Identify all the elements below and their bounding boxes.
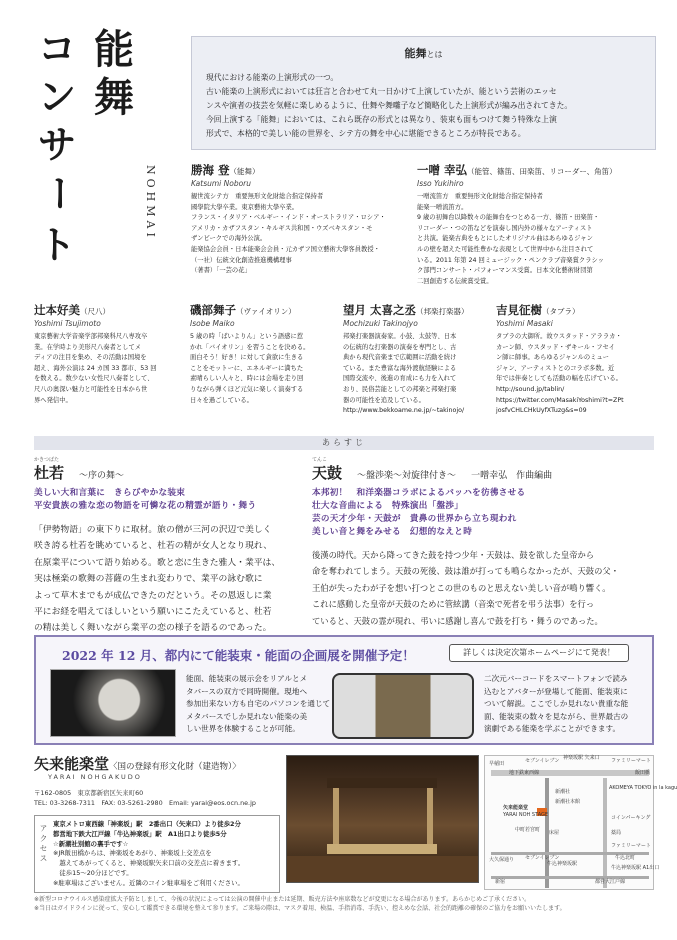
performer-romaji: Yoshimi Masaki — [496, 319, 553, 328]
performer-isobe — [190, 302, 338, 406]
performer-bio: 東京藝術大学音楽学部邦楽科尺八専攻卒 業。在学時より美形尺八奏者としてメ ディアの注目を集め、その活動は国境を 超え、海外公演は 24 カ国 33 都市、53 回 を数える。数少ない女性尺八奏者として、 尺八の奥深い魅力と可能性を日本から世 界へ発信中。 — [34, 333, 157, 404]
about-line: 形式で、本格的で美しい能の世界を、シテ方の舞を中心に堪能できるところが特長である。 — [206, 129, 526, 138]
story-title: 杜若 〜序の舞〜 — [34, 464, 125, 482]
title-en: NOHMAI — [144, 165, 157, 241]
performer-tsujimoto — [34, 302, 184, 406]
smartphone-ar-image — [332, 673, 474, 739]
story-ruby: てんこ — [312, 457, 328, 463]
performer-romaji: Isobe Maiko — [190, 319, 235, 328]
about-box — [191, 36, 656, 150]
title-char: ン — [38, 74, 77, 119]
performer-mochizuki — [343, 302, 491, 417]
performer-romaji: Katsumi Noboru — [191, 179, 252, 188]
title-char: ー — [35, 174, 80, 212]
story-title: 天鼓 〜盤渉楽〜対旋律付き〜 一噌幸弘 作曲編曲 — [312, 464, 553, 482]
performer-bio: 観世流シテ方 重要無形文化財総合指定保持者 國學院大學卒業。東京藝術大學卒業。 フランス・イタリア・ベルギー・インド・オーストラリア・ロシア・ アメリカ・カザフスタン・キルギス共和国・ウズベキスタン・モ ザンビークでの海外公演。 能楽協会会員・日本能楽会会員・元カザフ国立藝術大學客員教授・ （一社）伝統文化創造推進機構理事 （著書）「一芸の花」 — [191, 193, 386, 275]
story-tagline: 本邦初！ 和洋楽器コラボによるバッハを彷彿させる — [312, 488, 526, 498]
performer-name: 一噌 幸弘（能管、篠笛、田楽笛、リコーダー、角笛） — [417, 163, 617, 177]
venue-postal: 〒162-0805 東京都新宿区矢来町60 — [34, 789, 144, 797]
performer-name: 吉見征樹（タブラ） — [496, 303, 580, 317]
venue-address — [34, 788, 284, 808]
story-ruby: かきつばた — [34, 457, 60, 463]
story-kakitsubata — [34, 457, 304, 637]
performer-name: 勝海 登（能舞） — [191, 163, 260, 177]
about-heading-suffix: とは — [426, 50, 443, 59]
title-char: サ — [38, 122, 77, 167]
about-heading-text: 能舞 — [404, 47, 427, 60]
about-text — [206, 71, 643, 141]
about-line: ンスや演者の技芸を気軽に楽しめるように、仕舞や舞囃子など簡略化した上演形式が編み出されてきた。 — [206, 101, 573, 110]
performer-romaji: Yoshimi Tsujimoto — [34, 319, 101, 328]
story-tagline: 平安貴族の雅な恋の物語を可憐な花の精霊が語り・舞う — [34, 501, 257, 511]
performer-link[interactable]: http://www.bekkoame.ne.jp/~takinojo/ — [343, 407, 465, 415]
story-tenko — [312, 457, 657, 629]
performer-katsumi — [191, 162, 411, 277]
banner-right-text: 二次元バーコードをスマートフォンで読み 込むとアバターが登場して能面、能装束に ついて解説。ここでしか見れない貴重な能 面、能装束の数々を見ながら、世界最古の 演劇である能楽を学ぶことができます。 — [484, 674, 629, 733]
performer-bio: タブラの大御所。故ウスタッド・アララカ・ カーン師、ウスタッド・ザキール・フセイ ン師に師事。あらゆるジャンルのミュー ジャン、アーティストとのコラボ多数。近 年では伴奏としても活動の幅を広げている。 http://sound.jp/tablin/ https://twitter.com/MasakiYoshimi?t=ZPt josfvCHLCHkUyfXTuzg&s=09 — [496, 332, 656, 417]
title-char: 舞 — [94, 74, 134, 121]
performer-yoshimi — [496, 302, 656, 417]
performer-bio: 一噌流笛方 重要無形文化財総合指定保持者 能楽一噌流笛方。 9 歳の初舞台以降数々の能舞台をつとめる一方、篠笛・田楽笛・ リコーダー・つの笛などを演奏し国内外の様々なアーティスト と共演。能楽古典をもとにしたオリジナル曲はあらゆるジャン ルの壁を超えた可能性豊かな表現として世界中から注目されて いる。2011 年第 24 回ミュージック・ペンクラブ音楽賞クラシッ ク部門コンサート・パフォーマンス受賞。日本文化藝術財団第 二回創造する伝統賞受賞。 — [417, 193, 604, 285]
performer-link[interactable]: http://sound.jp/tablin/ — [496, 385, 565, 393]
banner-heading: 2022 年 12 月、都内にて能装束・能面の企画展を開催予定！ — [62, 648, 415, 663]
performer-name: 磯部舞子（ヴァイオリン） — [190, 303, 296, 317]
about-line: 現代における能楽の上演形式の一つ。 — [206, 73, 339, 82]
venue-name: 矢来能楽堂〈国の登録有形文化財（建造物）〉 — [34, 755, 241, 773]
story-tagline: 壮大な音曲による 特殊演出「盤渉」 — [312, 501, 464, 511]
covid-notice: ※新型コロナウイルス感染症拡大予防としまして、今後の状況によっては公演の開催中止または延期、販売方法や座席数などが変更になる場合があります。あらかじめご了承ください。 ※当日はガイドラインに従って、安心して鑑賞できる環境を整えて参ります。ご来場の際は、マスク着用、検温、手指消毒、手洗い、控えめな会話、社会的距離の確保のご協力をお願いいたします。 — [34, 896, 566, 913]
about-heading — [192, 45, 655, 61]
story-tagline: 美しい音と舞をみせる 幻想的なえと時 — [312, 527, 473, 537]
about-line: 今回上演する「能舞」においては、これら既存の形式とは異なり、装束も面もつけて舞う特殊な上演 — [206, 115, 557, 124]
performer-name: 辻本好美（尺八） — [34, 303, 110, 317]
story-tagline: 美しい大和言葉に きらびやかな装束 — [34, 488, 186, 498]
performer-romaji: Isso Yukihiro — [417, 179, 464, 188]
access-text: 東京メトロ東西線「神楽坂」駅 2番出口（矢来口）より徒歩2分 都営地下鉄大江戸線「牛込神楽坂」駅 A1出口より徒歩5分 ☆新潮社別館の裏手です☆ ※JR飯田橋からは、神楽坂をあがり、神楽坂上交差点を 越えてあがってくると、神楽坂駅矢来口前の交差点に着きます。 徒歩15〜20分ほどです。 ※駐車場はございません。近隣のコイン駐車場をご利用ください。 — [53, 820, 245, 887]
title-char: 能 — [94, 26, 134, 73]
performer-link[interactable]: josfvCHLCHkUyfXTuzg&s=09 — [496, 407, 587, 415]
venue-contact: TEL: 03-3268-7311 FAX: 03-5261-2980 Email: yarai@eos.ocn.ne.jp — [34, 799, 256, 807]
access-box — [34, 815, 280, 893]
story-text: 「伊勢物語」の東下りに取材。旅の僧が三河の沢辺で美しく 咲き誇る杜若を眺めていると、杜若の精が女人となり現れ、 在原業平について語り始める。歌と恋に生きた雅人・業平は、 実は極楽の歌舞の菩薩の生まれ変わりで、業平の詠む歌に よって草木までもが成仏できたのだという。その恩返しに業 平にお経を唱えてほしいという願いにこたえていると、杜若 の精は美しく舞いながら業平の恋の様子を語るのであった。 — [34, 525, 281, 634]
banner-left-text: 能面、能装束の展示会をリアルとメ タバースの双方で同時開催。現地へ 参加出来ない方も自宅のパソコンを通じて メタバースでしか見れない能楽の美 しい世界を体験することが可能。 — [186, 674, 331, 733]
access-map[interactable]: セブンイレブン 神楽坂駅 矢来口 ファミリーマート 早稲田 地下鉄東西線 飯田橋 AKOMEYA TOKYO in la kagu 新潮社 矢来能楽堂 YARAI NOH STAGE 新潮社本館 中町若宮町 コインパーキング 床屋 薬局 大久保通り セブンイレブン 牛込神楽坂駅 ファミリーマート 牛込北町 牛込神楽坂駅 A1出口 新宿 都営大江戸線 — [484, 755, 654, 890]
about-line: 古い能楽の上演形式においては狂言と合わせて丸一日かけて上演していたが、能という芸術のエッセ — [206, 87, 557, 96]
performer-name: 望月 太喜之丞（邦楽打楽器） — [343, 303, 469, 317]
performer-bio: 邦楽打楽器演奏家。小鼓、太鼓等、日本 の伝統的な打楽器の演奏を専門とし、古 典から現代音楽まで広範囲に活動を続け ている。また豊富な海外渡航経験による 国際交流や、後進の育成にも力を入れて おり、民俗芸能としての邦楽と邦楽打楽 器の可能性を追及している。 http://www.bekkoame.ne.jp/~takinojo/ — [343, 332, 491, 417]
story-tagline: 芸の天才少年・天鼓が 貴鼻の世界から立ち現われ — [312, 514, 517, 524]
details-announcement-button[interactable]: 詳しくは決定次第ホームページにて発表！ — [449, 644, 629, 662]
metaverse-moon-image — [50, 669, 176, 737]
exhibition-banner — [34, 635, 654, 745]
noh-stage-photo — [286, 755, 479, 883]
performer-link[interactable]: https://twitter.com/MasakiYoshimi?t=ZPt — [496, 396, 624, 404]
story-text: 後漢の時代。天から降ってきた鼓を持つ少年・天鼓は、鼓を欲した皇帝から 命を奪われてしまう。天鼓の死後、鼓は誰が打っても鳴らなかったが、天鼓の父・ 王伯が失ったわが子を想い打つとこの世のものと思えない美しい音が鳴り響く。 これに感動した皇帝が天鼓のために管絃講（音楽で死者を弔う法事）を行っ ていると、天鼓の霊が現れ、弔いに感謝し喜んで鼓を打ち・舞うのであった。 — [312, 550, 619, 626]
venue-name-en: YARAI NOHGAKUDO — [48, 773, 142, 781]
performer-bio: 5 歳の時「ばいよりん」という語感に惹 かれ「バイオリン」を習うことを決める。 面白そう！好き！に対して貪欲に生きる ことをモットーに、エネルギーに満ちた 素晴らしい人々と、時には会場を走り回 りながら弾くほど元気に楽しく演奏する 日々を過ごしている。 — [190, 333, 310, 404]
access-label: アクセス — [39, 824, 48, 864]
title-char: コ — [38, 26, 77, 71]
section-synopsis: あらすじ — [34, 436, 654, 450]
page-title — [35, 26, 142, 270]
performer-romaji: Mochizuki Takinojyo — [343, 319, 418, 328]
title-char: ト — [38, 222, 77, 267]
performer-isso — [417, 162, 657, 287]
